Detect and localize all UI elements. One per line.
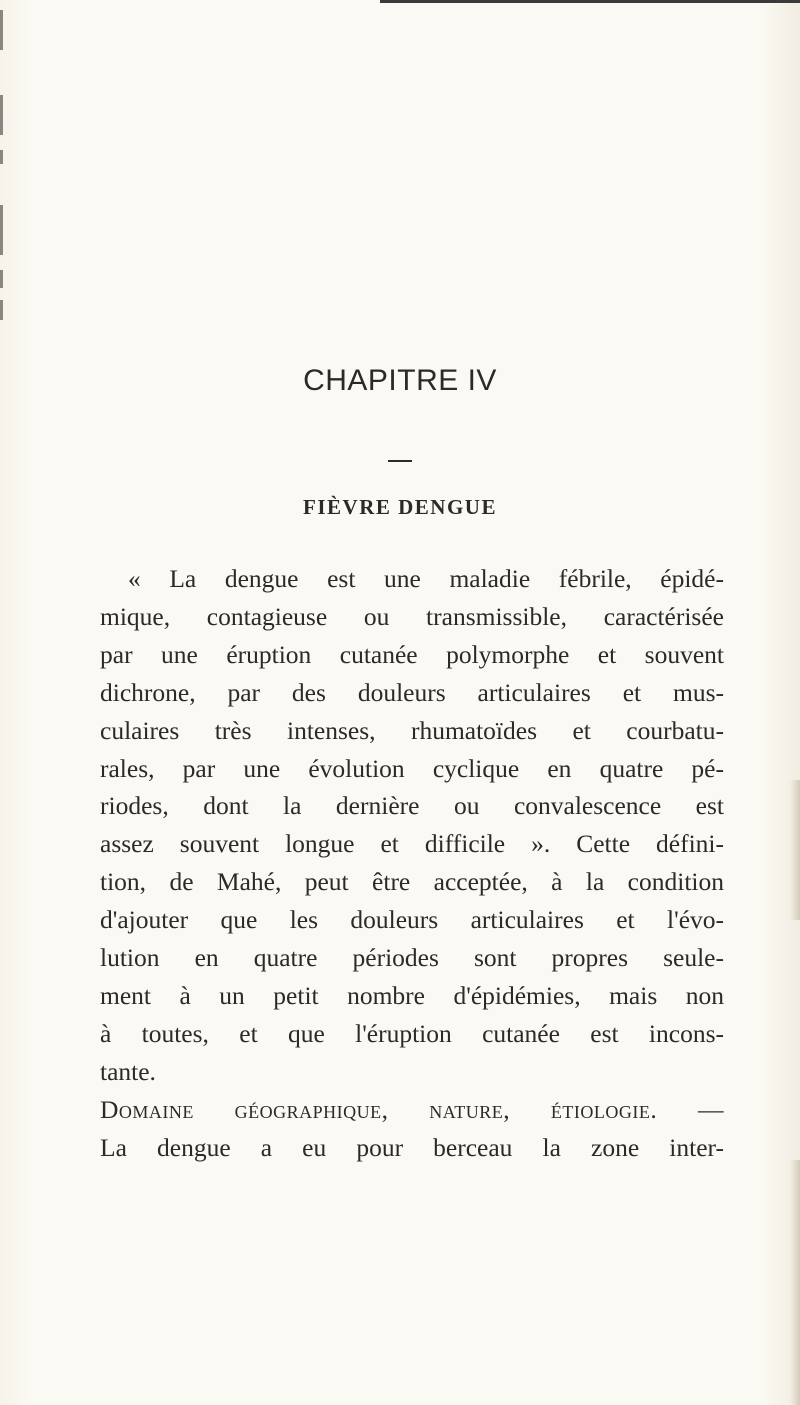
right-edge-shadow (790, 1160, 800, 1405)
chapter-subtitle: FIÈVRE DENGUE (303, 495, 497, 519)
text-line: riodes, dont la dernière ou convalescence est (100, 791, 724, 821)
title-separator (388, 460, 412, 462)
text-line: tante. (100, 1056, 156, 1086)
body-text (100, 560, 724, 1167)
text-line: rales, par une évolution cyclique en quatre pé- (100, 753, 724, 783)
right-edge-shadow (790, 780, 800, 920)
text-line: à toutes, et que l'éruption cutanée est incons- (100, 1018, 724, 1048)
text-line: d'ajouter que les douleurs articulaires et l'évo- (100, 905, 724, 935)
text-line: culaires très intenses, rhumatoïdes et courbatu- (100, 715, 724, 745)
text-line: par une éruption cutanée polymorphe et souvent (100, 639, 724, 669)
text-line: assez souvent longue et difficile ». Cette défini- (100, 829, 724, 859)
left-margin-marks (0, 0, 6, 330)
text-line: La dengue a eu pour berceau la zone inter- (100, 1132, 724, 1162)
text-line: dichrone, par des douleurs articulaires et mus- (100, 677, 724, 707)
text-line: ment à un petit nombre d'épidémies, mais non (100, 980, 724, 1010)
text-line: mique, contagieuse ou transmissible, caractérisée (100, 601, 724, 631)
text-line: « La dengue est une maladie fébrile, épidé- (128, 564, 724, 593)
text-line: lution en quatre périodes sont propres seule- (100, 943, 724, 973)
text-line: tion, de Mahé, peut être acceptée, à la condition (100, 867, 724, 897)
section-heading: Domaine géographique, nature, étiologie. — (100, 1094, 724, 1124)
top-rule (380, 0, 800, 3)
chapter-title: CHAPITRE IV (303, 364, 497, 397)
